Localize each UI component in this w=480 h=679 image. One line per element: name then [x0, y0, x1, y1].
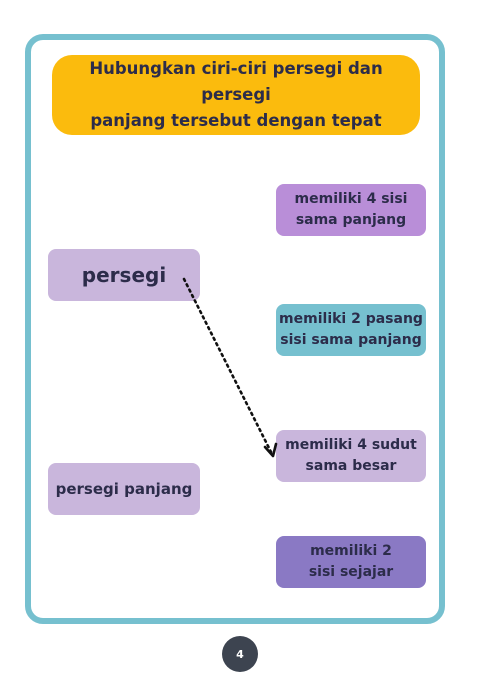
left-item-persegi-panjang[interactable]: [48, 463, 200, 515]
right-item-4-sudut[interactable]: [276, 430, 426, 482]
page-number-badge: [222, 636, 258, 672]
left-item-label: persegi: [81, 263, 167, 287]
instruction-title-line2: panjang tersebut dengan tepat: [90, 111, 382, 130]
right-item-line1: memiliki 2 pasang: [279, 311, 423, 327]
right-item-line1: memiliki 2: [310, 543, 392, 559]
right-item-2-pasang-sisi[interactable]: [276, 304, 426, 356]
left-item-label: persegi panjang: [55, 480, 193, 498]
instruction-title: [52, 55, 420, 135]
right-item-line2: sama panjang: [295, 212, 407, 228]
left-item-persegi[interactable]: [48, 249, 200, 301]
right-item-4-sisi[interactable]: [276, 184, 426, 236]
right-item-2-sisi-sejajar[interactable]: [276, 536, 426, 588]
page-number: 4: [236, 647, 244, 661]
right-item-line2: sama besar: [305, 458, 397, 474]
right-item-line1: memiliki 4 sudut: [285, 437, 417, 453]
right-item-line2: sisi sama panjang: [280, 332, 422, 348]
instruction-title-line1: Hubungkan ciri-ciri persegi dan persegi: [89, 59, 383, 104]
right-item-line2: sisi sejajar: [308, 564, 394, 580]
right-item-line1: memiliki 4 sisi: [294, 191, 408, 207]
